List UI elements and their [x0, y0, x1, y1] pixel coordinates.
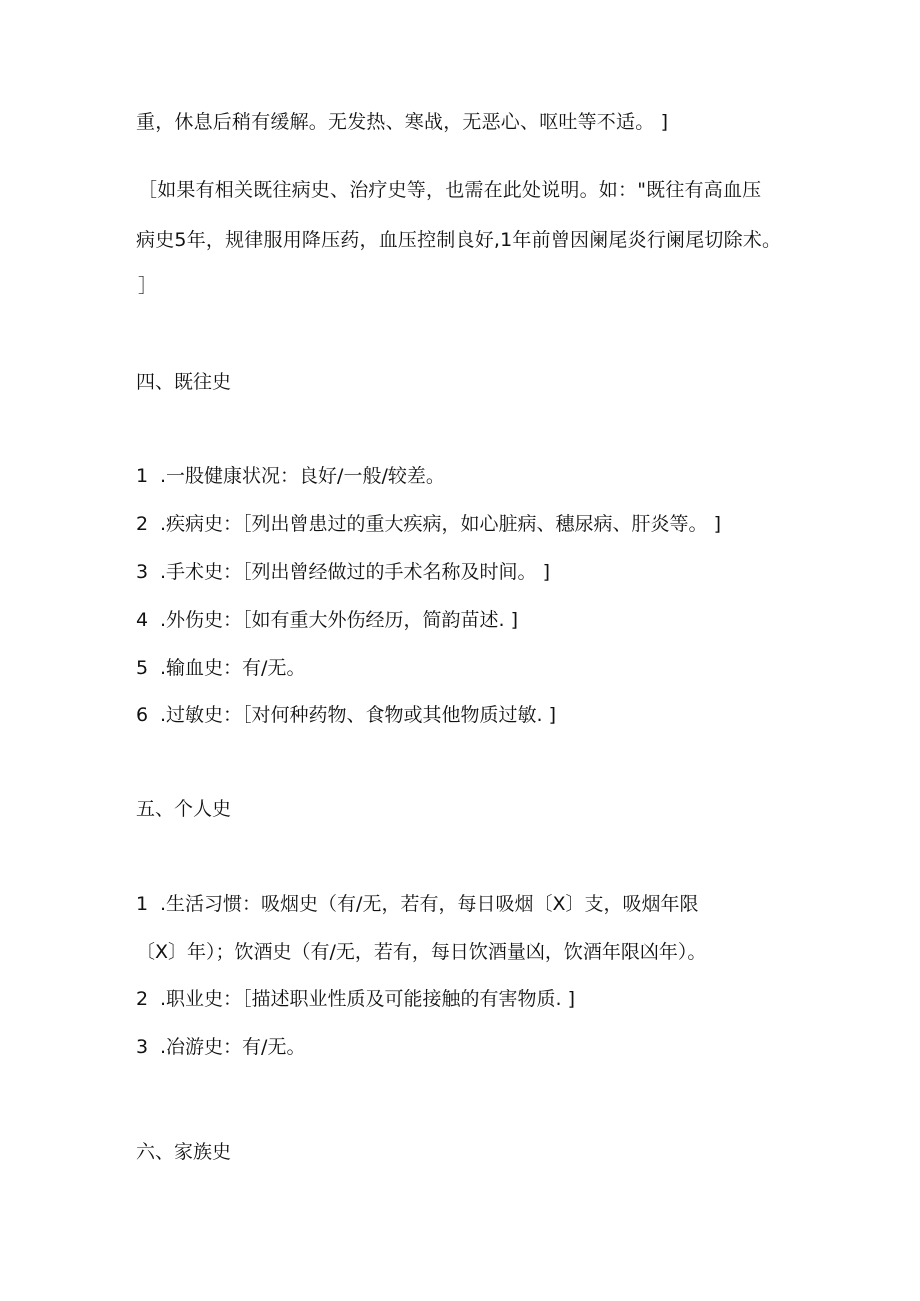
intro-line-4: ］ — [138, 275, 158, 297]
list-item — [136, 464, 445, 488]
item-text: .一股健康状况：良好/一般/较差。 — [160, 465, 445, 487]
item-number: 4 — [136, 609, 149, 631]
item-number: 2 — [136, 513, 149, 535]
list-item — [136, 608, 518, 632]
intro-line-3: 病史5年，规律服用降压药，血压控制良好,1年前曾因阑尾炎行阑尾切除术。 — [136, 229, 782, 251]
intro-line-2: ［如果有相关既往病史、治疗史等，也需在此处说明。如："既往有高血压 — [138, 179, 762, 201]
list-item — [136, 703, 556, 727]
list-item — [136, 987, 575, 1011]
list-item — [136, 656, 305, 680]
item-text: .过敏史：［对何种药物、食物或其他物质过敏. ] — [160, 704, 557, 726]
item-text: .外伤史：［如有重大外伤经历，简韵苗述. ] — [160, 609, 519, 631]
list-item — [136, 560, 550, 584]
item-text: .冶游史：有/无。 — [160, 1036, 306, 1058]
item-text: .输血史：有/无。 — [160, 657, 306, 679]
item-number: 5 — [136, 657, 149, 679]
item-text: .疾病史：［列出曾患过的重大疾病，如心脏病、穗尿病、肝炎等。 ] — [160, 513, 721, 535]
item-number: 2 — [136, 988, 149, 1010]
list-item — [136, 512, 721, 536]
item-number: 6 — [136, 704, 149, 726]
item-number: 3 — [136, 561, 149, 583]
list-item-continuation — [136, 940, 706, 964]
item-text: .生活习惯：吸烟史（有/无，若有，每日吸烟〔X〕支，吸烟年限 — [160, 893, 699, 915]
section-heading-past-history: 四、既往史 — [136, 371, 232, 393]
item-text: .职业史：［描述职业性质及可能接触的有害物质. ] — [160, 988, 576, 1010]
item-text: .手术史：［列出曾经做过的手术名称及时间。 ] — [160, 561, 550, 583]
list-item — [136, 892, 698, 916]
item-number: 1 — [136, 465, 149, 487]
list-item — [136, 1035, 305, 1059]
item-text: 〔X〕年）；饮酒史（有/无，若有，每日饮酒量凶，饮酒年限凶年）。 — [136, 941, 707, 963]
section-heading-personal-history: 五、个人史 — [136, 798, 232, 820]
intro-line-1: 重，休息后稍有缓解。无发热、寒战，无恶心、呕吐等不适。 ] — [136, 111, 669, 133]
item-number: 1 — [136, 893, 149, 915]
item-number: 3 — [136, 1036, 149, 1058]
section-heading-family-history: 六、家族史 — [136, 1141, 232, 1163]
